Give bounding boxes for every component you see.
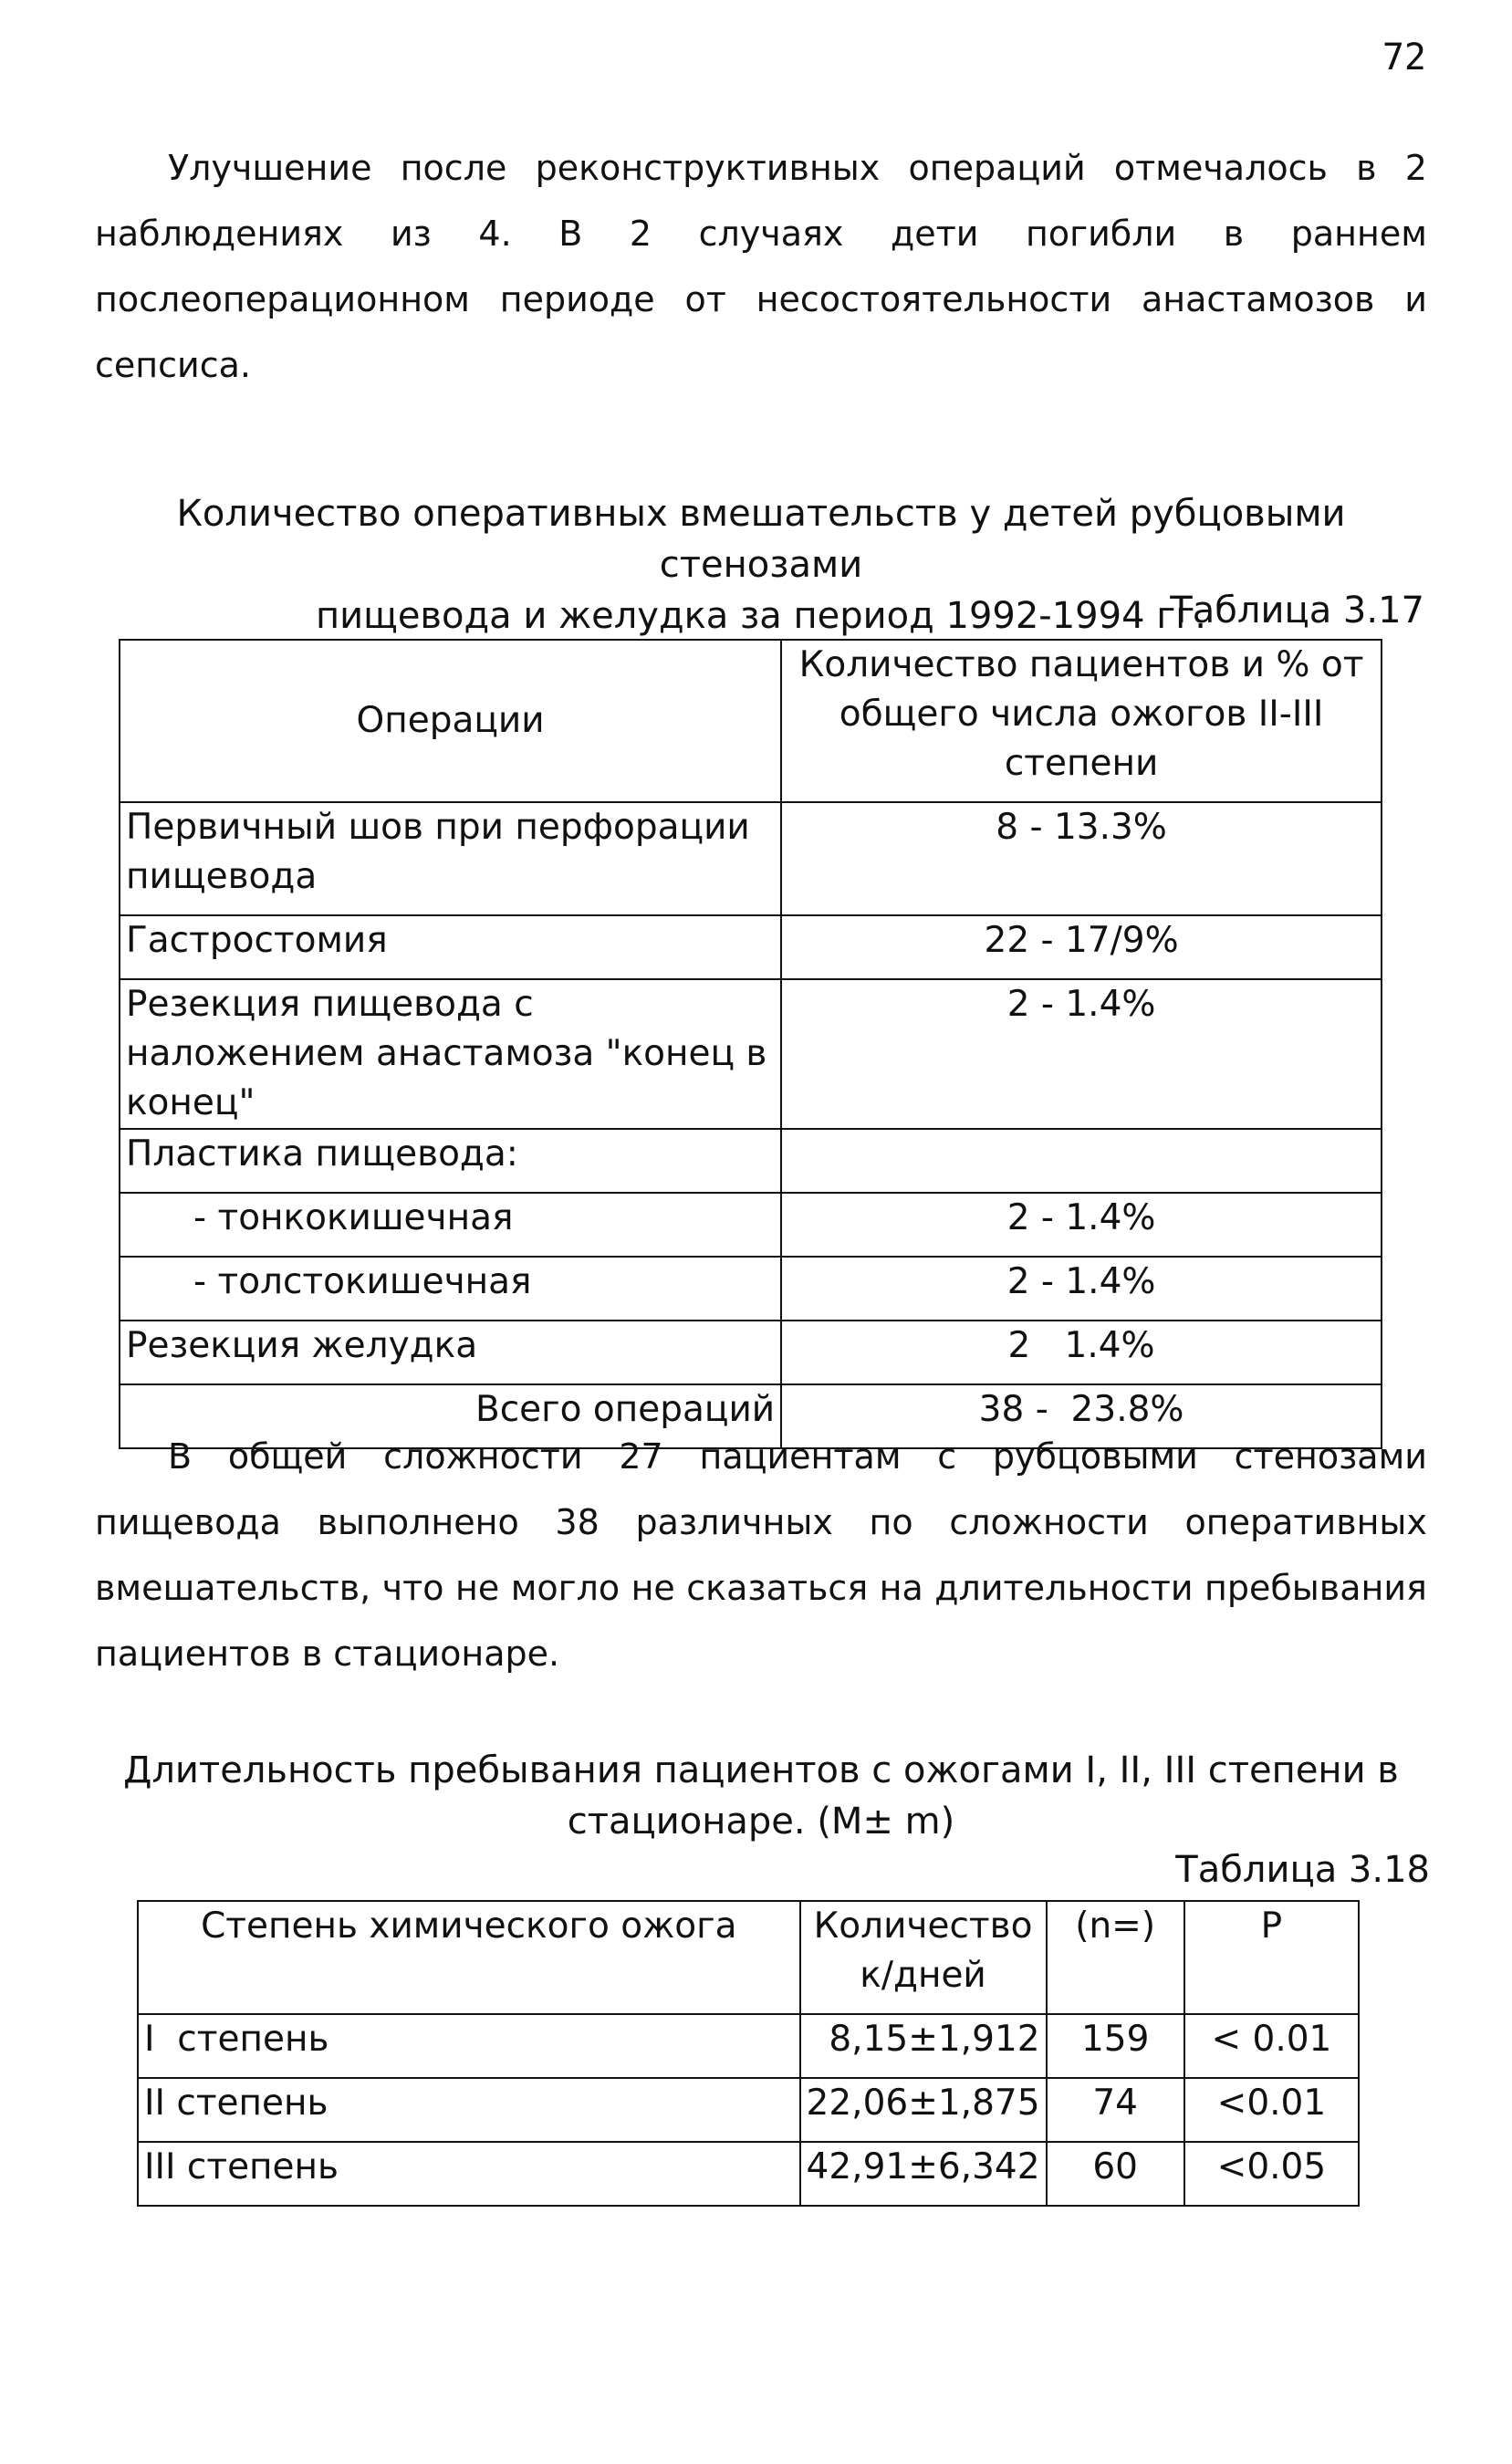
table1-label: Таблица 3.17 [1170,590,1424,632]
table-cell: 60 [1047,2142,1184,2206]
table-cell: Резекция пищевода с наложением анастамоза "конец в конец" [120,979,781,1129]
table-cell: - толстокишечная [120,1257,781,1321]
table-cell [781,1129,1382,1193]
table-header: Операции [120,640,781,802]
table-cell: I степень [138,2014,800,2078]
table-cell: <0.01 [1184,2078,1359,2142]
page-number: 72 [1382,37,1426,78]
paragraph-line: Улучшение после реконструктивных операций отмечалось в 2 [168,148,1427,188]
table-cell: Первичный шов при перфорации пищевода [120,802,781,915]
table-cell: 8,15±1,912 [800,2014,1047,2078]
table-cell: < 0.01 [1184,2014,1359,2078]
table-cell: III степень [138,2142,800,2206]
table-cell: 159 [1047,2014,1184,2078]
table-cell: 8 - 13.3% [781,802,1382,915]
paragraph-line: вмешательств, что не могло не сказаться на длительности пребывания [95,1568,1427,1608]
paragraph-2 [95,1424,1427,1686]
table-row [120,1257,1382,1321]
table-cell: - тонкокишечная [120,1193,781,1257]
table-header: P [1184,1901,1359,2014]
table-cell: 42,91±6,342 [800,2142,1047,2206]
table2-label: Таблица 3.18 [1175,1849,1430,1891]
table-row [138,2078,1359,2142]
table-header: (n=) [1047,1901,1184,2014]
paragraph-line: пищевода выполнено 38 различных по сложности оперативных [95,1502,1427,1542]
table-row [120,1321,1382,1384]
paragraph-line: сепсиса. [95,345,251,385]
table-header-row [120,640,1382,802]
table-cell: Пластика пищевода: [120,1129,781,1193]
paragraph-line: послеоперационном периоде от несостоятельности анастамозов и [95,279,1427,319]
table-cell: Резекция желудка [120,1321,781,1384]
table-cell: 74 [1047,2078,1184,2142]
table-cell: Гастростомия [120,915,781,979]
operations-table [119,639,1382,1449]
table-cell: <0.05 [1184,2142,1359,2206]
table-cell: 38 - 23.8% [781,1384,1382,1448]
stay-duration-table [137,1900,1360,2207]
table-cell: 22 - 17/9% [781,915,1382,979]
table-cell: 2 - 1.4% [781,1257,1382,1321]
table-row [120,802,1382,915]
table1-caption: Количество оперативных вмешательств у детей рубцовыми стенозами пищевода и желудка за период 1992-1994 гг. [176,493,1346,637]
table-row [138,2142,1359,2206]
table2-caption: Длительность пребывания пациентов с ожогами I, II, III степени в стационаре. (M± m) [123,1749,1399,1843]
table-header: Количество пациентов и % от общего числа ожогов II-III степени [781,640,1382,802]
table-header: Степень химического ожога [138,1901,800,2014]
table-row [120,1193,1382,1257]
table-cell: II степень [138,2078,800,2142]
paragraph-1 [95,135,1427,398]
table-cell: 2 - 1.4% [781,1193,1382,1257]
paragraph-line: В общей сложности 27 пациентам с рубцовыми стенозами [168,1436,1427,1477]
table-row [138,2014,1359,2078]
paragraph-line: наблюдениях из 4. В 2 случаях дети погибли в раннем [95,214,1427,254]
table-header-row [138,1901,1359,2014]
table-cell: 2 - 1.4% [781,979,1382,1129]
table-cell: Всего операций [120,1384,781,1448]
table-header: Количество к/дней [800,1901,1047,2014]
table-row [120,915,1382,979]
paragraph-line: пациентов в стационаре. [95,1634,560,1674]
table-row [120,1129,1382,1193]
table-row [120,979,1382,1129]
table-cell: 2 1.4% [781,1321,1382,1384]
table-cell: 22,06±1,875 [800,2078,1047,2142]
